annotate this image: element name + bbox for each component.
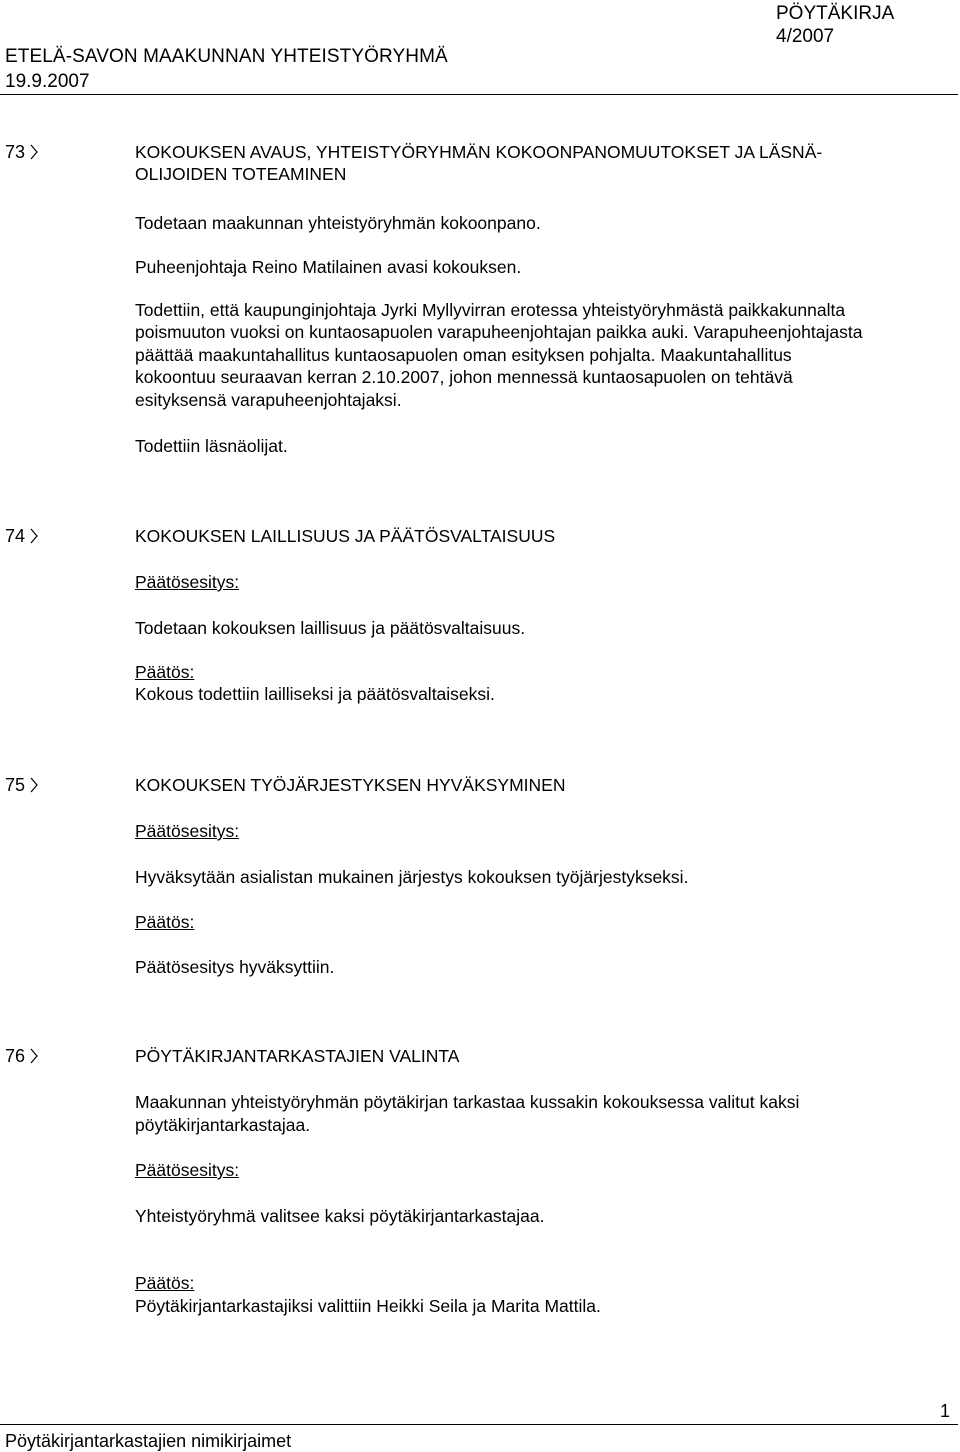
section-sign-icon: [29, 143, 39, 161]
section-number-74: [5, 525, 39, 547]
section-76-intro-line: Maakunnan yhteistyöryhmän pöytäkirjan tarkastaa kussakin kokouksessa valitut kaksi: [135, 1092, 800, 1112]
proposal-label: Päätösesitys:: [135, 821, 240, 841]
proposal-label: Päätösesitys:: [135, 1160, 240, 1180]
section-73-paragraph-line: poismuuton vuoksi on kuntaosapuolen varapuheenjohtajan paikka auki. Varapuheenjohtajasta: [135, 322, 863, 342]
proposal-text: Yhteistyöryhmä valitsee kaksi pöytäkirjantarkastajaa.: [135, 1206, 545, 1226]
proposal-text: Hyväksytään asialistan mukainen järjestys kokouksen työjärjestykseksi.: [135, 867, 689, 887]
section-sign-icon: [29, 527, 39, 545]
section-73-paragraph-line: päättää maakuntahallitus kuntaosapuolen oman esityksen pohjalta. Maakuntahallitus: [135, 345, 792, 365]
document-type: PÖYTÄKIRJA: [776, 3, 895, 24]
decision-label: Päätös:: [135, 1273, 195, 1293]
section-73-paragraph-line: esityksensä varapuheenjohtajaksi.: [135, 390, 402, 410]
footer-initials-label: Pöytäkirjantarkastajien nimikirjaimet: [5, 1431, 292, 1451]
section-76-intro-line: pöytäkirjantarkastajaa.: [135, 1115, 311, 1135]
section-74-title: KOKOUKSEN LAILLISUUS JA PÄÄTÖSVALTAISUUS: [135, 526, 556, 546]
decision-label: Päätös:: [135, 662, 195, 682]
section-73-paragraph-line: Todettiin, että kaupunginjohtaja Jyrki Myllyvirran erotessa yhteistyöryhmästä paikkakunnalta: [135, 300, 846, 320]
document-number: 4/2007: [776, 26, 835, 47]
proposal-text: Todetaan kokouksen laillisuus ja päätösvaltaisuus.: [135, 618, 526, 638]
decision-text: Pöytäkirjantarkastajiksi valittiin Heikki Seila ja Marita Mattila.: [135, 1296, 601, 1316]
section-73-title-line2: OLIJOIDEN TOTEAMINEN: [135, 164, 347, 184]
footer-divider: [0, 1424, 958, 1425]
proposal-label: Päätösesitys:: [135, 572, 240, 592]
section-number-73: [5, 141, 39, 163]
section-73-paragraph: Puheenjohtaja Reino Matilainen avasi kokouksen.: [135, 257, 522, 277]
section-73-paragraph: Todettiin läsnäolijat.: [135, 436, 288, 456]
header-divider: [0, 94, 958, 95]
decision-label: Päätös:: [135, 912, 195, 932]
section-number-text: 74: [5, 526, 26, 546]
section-73-title-line1: KOKOUKSEN AVAUS, YHTEISTYÖRYHMÄN KOKOONPANOMUUTOKSET JA LÄSNÄ-: [135, 142, 823, 162]
decision-text: Päätösesitys hyväksyttiin.: [135, 957, 335, 977]
section-number-text: 75: [5, 775, 26, 795]
section-73-paragraph: Todetaan maakunnan yhteistyöryhmän kokoonpano.: [135, 213, 541, 233]
section-number-text: 73: [5, 142, 26, 162]
section-sign-icon: [29, 776, 39, 794]
meeting-date: 19.9.2007: [5, 71, 90, 92]
decision-text: Kokous todettiin lailliseksi ja päätösvaltaiseksi.: [135, 684, 495, 704]
page-number: 1: [940, 1401, 951, 1421]
section-number-76: [5, 1045, 39, 1067]
organization-name: ETELÄ-SAVON MAAKUNNAN YHTEISTYÖRYHMÄ: [5, 46, 448, 67]
section-76-title: PÖYTÄKIRJANTARKASTAJIEN VALINTA: [135, 1046, 460, 1066]
section-number-text: 76: [5, 1046, 26, 1066]
section-number-75: [5, 774, 39, 796]
section-sign-icon: [29, 1047, 39, 1065]
section-73-paragraph-line: kokoontuu seuraavan kerran 2.10.2007, johon mennessä kuntaosapuolen on tehtävä: [135, 367, 793, 387]
section-75-title: KOKOUKSEN TYÖJÄRJESTYKSEN HYVÄKSYMINEN: [135, 775, 566, 795]
